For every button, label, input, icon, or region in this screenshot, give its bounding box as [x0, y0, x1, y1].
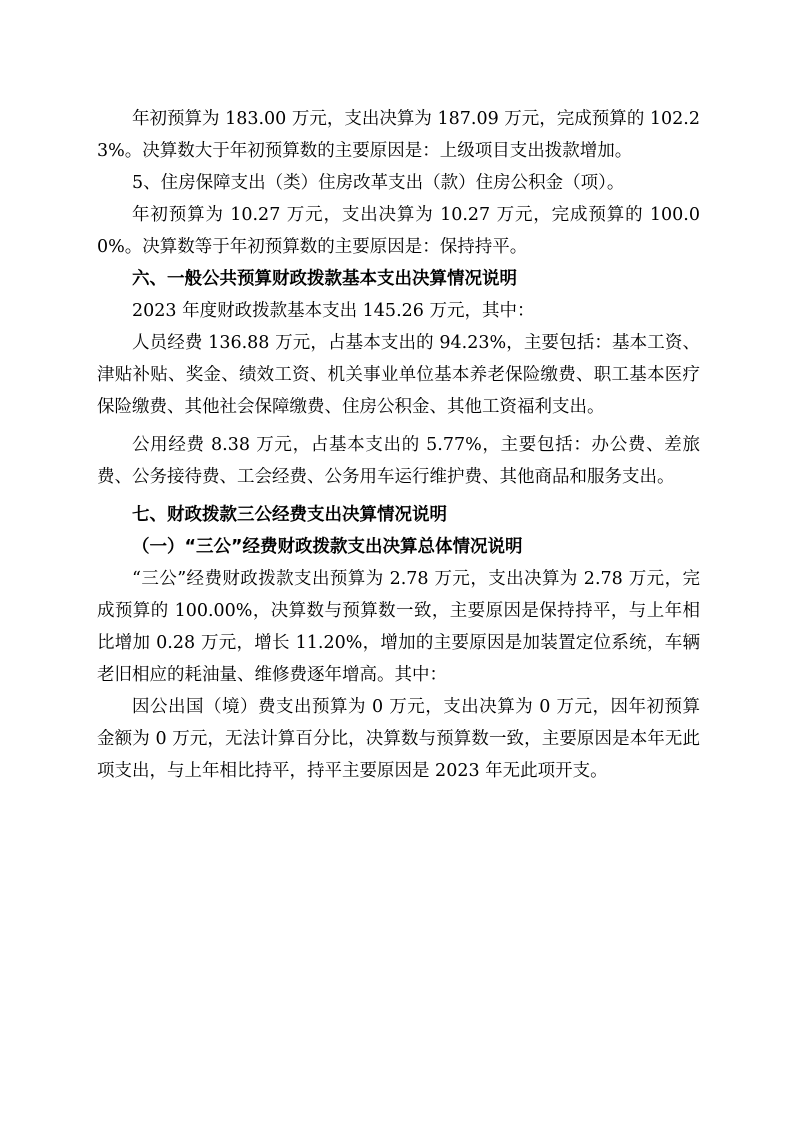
paragraph-housing-fund-item: 5、住房保障支出（类）住房改革支出（款）住房公积金（项）。 [132, 173, 625, 193]
paragraph-housing-fund-budget: 年初预算为 10.27 万元，支出决算为 10.27 万元，完成预算的 100.00%。决算数等于年初预算数的主要原因是：保持持平。 [97, 205, 700, 257]
section-heading-basic-expenditure: 六、一般公共预算财政拨款基本支出决算情况说明 [132, 269, 517, 289]
section-heading-three-public-expenses: 七、财政拨款三公经费支出决算情况说明 [132, 505, 447, 525]
subsection-heading-overall: （一）“三公”经费财政拨款支出决算总体情况说明 [132, 537, 523, 557]
paragraph-overseas-travel: 因公出国（境）费支出预算为 0 万元，支出决算为 0 万元，因年初预算金额为 0 万元，无法计算百分比，决算数与预算数一致，主要原因是本年无此项支出，与上年相比持平，持平主要原因是 2023 年无此项开支。 [97, 697, 700, 781]
paragraph-personnel-expenses: 人员经费 136.88 万元，占基本支出的 94.23%，主要包括：基本工资、津贴补贴、奖金、绩效工资、机关事业单位基本养老保险缴费、职工基本医疗保险缴费、其他社会保障缴费、住房公积金、其他工资福利支出。 [97, 333, 700, 417]
paragraph-basic-expenditure-total: 2023 年度财政拨款基本支出 145.26 万元，其中： [132, 301, 535, 321]
paragraph-three-public-overall: “三公”经费财政拨款支出预算为 2.78 万元，支出决算为 2.78 万元，完成预算的 100.00%，决算数与预算数一致，主要原因是保持持平，与上年相比增加 0.28 万元，增长 11.20%，增加的主要原因是加装置定位系统，车辆老旧相应的耗油量、维修费逐年增高。其中： [97, 569, 700, 685]
paragraph-project-expense-budget: 年初预算为 183.00 万元，支出决算为 187.09 万元，完成预算的 102.23%。决算数大于年初预算数的主要原因是：上级项目支出拨款增加。 [97, 109, 700, 161]
paragraph-public-expenses: 公用经费 8.38 万元，占基本支出的 5.77%，主要包括：办公费、差旅费、公务接待费、工会经费、公务用车运行维护费、其他商品和服务支出。 [97, 435, 700, 487]
document-body [97, 103, 700, 787]
